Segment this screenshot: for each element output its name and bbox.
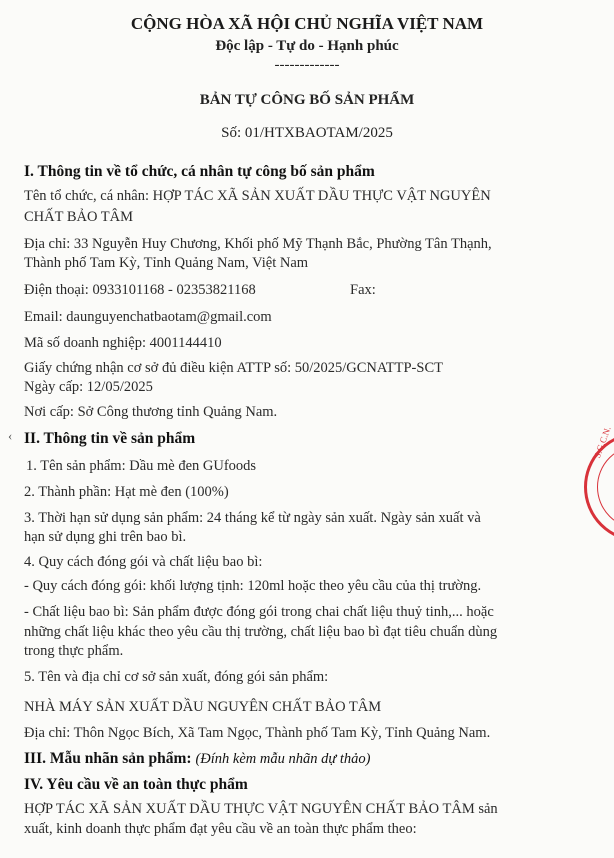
phone: Điện thoại: 0933101168 - 02353821168 bbox=[24, 282, 256, 298]
label-note: (Đính kèm mẫu nhãn dự thảo) bbox=[195, 751, 371, 767]
packaging-material-line1: - Chất liệu bao bì: Sản phẩm được đóng gói trong chai chất liệu thuỷ tinh,... hoặc bbox=[24, 604, 494, 620]
factory-name: NHÀ MÁY SẢN XUẤT DẦU NGUYÊN CHẤT BẢO TÂM bbox=[24, 699, 382, 715]
shelf-life-line1: 3. Thời hạn sử dụng sản phẩm: 24 tháng kể từ ngày sản xuất. Ngày sản xuất và bbox=[24, 510, 481, 526]
motto: Độc lập - Tự do - Hạnh phúc bbox=[215, 38, 399, 54]
stamp-text: S.G.C.N. bbox=[592, 424, 613, 460]
producer-heading: 5. Tên và địa chỉ cơ sở sản xuất, đóng gói sản phẩm: bbox=[24, 669, 329, 685]
section-2-heading: II. Thông tin về sản phẩm bbox=[24, 430, 196, 447]
country-heading: CỘNG HÒA XÃ HỘI CHỦ NGHĨA VIỆT NAM bbox=[130, 14, 484, 33]
packaging-material-line2: những chất liệu khác theo yêu cầu thị trường, chất liệu bao bì đạt tiêu chuẩn dùng bbox=[24, 624, 498, 640]
document-number: Số: 01/HTXBAOTAM/2025 bbox=[221, 125, 393, 141]
packaging-heading: 4. Quy cách đóng gói và chất liệu bao bì: bbox=[24, 554, 263, 570]
ingredients: 2. Thành phần: Hạt mè đen (100%) bbox=[24, 484, 229, 500]
org-name-line1: Tên tổ chức, cá nhân: HỢP TÁC XÃ SẢN XUẤT DẦU THỰC VẬT NGUYÊN bbox=[24, 188, 491, 204]
tax-code: Mã số doanh nghiệp: 4001144410 bbox=[24, 335, 222, 351]
margin-mark: ‹ bbox=[8, 428, 13, 443]
packaging-spec: - Quy cách đóng gói: khối lượng tịnh: 120ml hoặc theo yêu cầu của thị trường. bbox=[24, 578, 482, 594]
divider-rule: ------------- bbox=[274, 57, 340, 73]
packaging-material-line3: trong thực phẩm. bbox=[24, 643, 124, 659]
document-title: BẢN TỰ CÔNG BỐ SẢN PHẨM bbox=[199, 92, 415, 108]
address-line2: Thành phố Tam Kỳ, Tỉnh Quảng Nam, Việt Nam bbox=[24, 255, 309, 271]
fax: Fax: bbox=[350, 282, 376, 298]
section-3 bbox=[24, 751, 370, 767]
shelf-life-line2: hạn sử dụng ghi trên bao bì. bbox=[24, 529, 187, 545]
certificate-number: Giấy chứng nhận cơ sở đủ điều kiện ATTP số: 50/2025/GCNATTP-SCT bbox=[24, 360, 443, 376]
email: Email: daunguyenchatbaotam@gmail.com bbox=[24, 309, 272, 325]
safety-line2: xuất, kinh doanh thực phẩm đạt yêu cầu về an toàn thực phẩm theo: bbox=[24, 821, 417, 837]
product-name: 1. Tên sản phẩm: Dầu mè đen GUfoods bbox=[26, 458, 257, 474]
factory-address: Địa chỉ: Thôn Ngọc Bích, Xã Tam Ngọc, Thành phố Tam Kỳ, Tỉnh Quảng Nam. bbox=[24, 725, 491, 741]
section-4-heading: IV. Yêu cầu về an toàn thực phẩm bbox=[24, 776, 248, 793]
certificate-issuer: Nơi cấp: Sở Công thương tỉnh Quảng Nam. bbox=[24, 404, 278, 420]
section-1-heading: I. Thông tin về tổ chức, cá nhân tự công bố sản phẩm bbox=[24, 163, 375, 180]
address-line1: Địa chỉ: 33 Nguyễn Huy Chương, Khối phố Mỹ Thạnh Bắc, Phường Tân Thạnh, bbox=[24, 236, 492, 252]
certificate-date: Ngày cấp: 12/05/2025 bbox=[24, 379, 153, 395]
section-3-heading: III. Mẫu nhãn sản phẩm: bbox=[24, 750, 192, 767]
org-name-line2: CHẤT BẢO TÂM bbox=[24, 209, 134, 225]
safety-line1: HỢP TÁC XÃ SẢN XUẤT DẦU THỰC VẬT NGUYÊN CHẤT BẢO TÂM sản bbox=[24, 801, 498, 817]
